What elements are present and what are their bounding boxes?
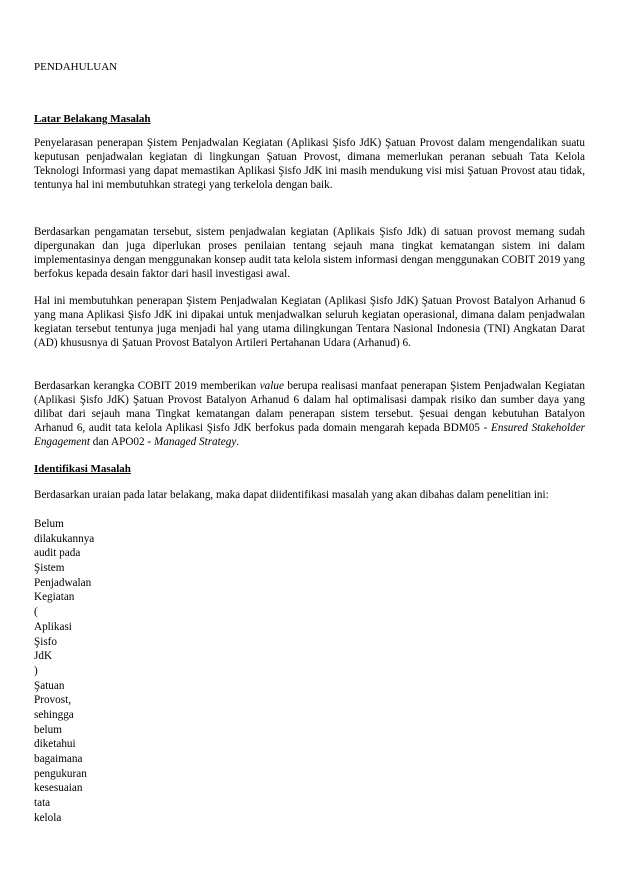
list-word: Belum (34, 518, 64, 530)
p4-text-c: dan APO02 - (89, 436, 154, 448)
list-word: Kegiatan (34, 591, 75, 604)
p4-value-term: value (259, 380, 284, 392)
list-word: sehingga (34, 708, 74, 721)
list-word: kelola (34, 811, 62, 824)
list-word: Şatuan (34, 679, 65, 692)
list-word: Şistem (34, 562, 65, 575)
list-word: audit pada (34, 547, 81, 560)
word-list (34, 517, 154, 825)
list-word: ( (34, 606, 38, 619)
list-word: ) (34, 664, 38, 677)
p4-ese-term: Ensured Stakeholder Engagement (34, 422, 586, 448)
list-word: diketahui (34, 738, 76, 751)
section-heading-identification: Identifikasi Masalah (34, 463, 131, 475)
list-word: Provost, (34, 694, 71, 707)
list-word: tata (34, 797, 51, 810)
list-word: bagaimana (34, 753, 83, 765)
paragraph-background-4 (34, 379, 585, 449)
list-word: belum (34, 723, 62, 736)
paragraph-background-1: Penyelarasan penerapan Şistem Penjadwalan Kegiatan (Aplikasi Şisfo JdK) Şatuan Provost dalam mengendalikan suatu keputusan penjadwalan kegiatan di lingkungan Şatuan Provost, dimana memerlukan peranan sebuah Tata Kelola Teknologi Informasi yang dapat memastikan Aplikasi Şisfo JdK ini masih mendukung visi misi Şatuan Provost atau tidak, tentunya hal ini membutuhkan strategi yang terkelola dengan baik. (34, 137, 585, 191)
p4-text-a: Berdasarkan kerangka COBIT 2019 memberikan (34, 380, 260, 392)
paragraph-background-3: Hal ini membutuhkan penerapan Şistem Penjadwalan Kegiatan (Aplikasi Şisfo JdK) Şatuan Provost Batalyon Arhanud 6 yang mana Aplikasi Şisfo JdK ini dipakai untuk menjadwalkan seluruh kegiatan operasional, dimana dalam penjadwalan kegiatan tersebut tentunya juga menjadi hal yang utama dilingkungan Tentara Nasional Indonesia (TNI) Angkatan Darat (AD) khususnya di Şatuan Provost Batalyon Artileri Pertahanan Udara (Arhanud) 6. (34, 295, 585, 349)
list-word: Aplikasi (34, 620, 72, 633)
list-word: pengukuran (34, 767, 87, 780)
p4-text-d: . (236, 436, 240, 448)
paragraph-identification: Berdasarkan uraian pada latar belakang, maka dapat diidentifikasi masalah yang akan dibahas dalam penelitian ini: (34, 489, 549, 501)
list-word: Şisfo (34, 635, 58, 648)
list-word: JdK (34, 650, 53, 663)
list-word: dilakukannya (34, 532, 95, 545)
list-word: kesesuaian (34, 782, 83, 795)
p4-ms-term: Managed Strategy (153, 436, 237, 448)
section-heading-background: Latar Belakang Masalah (34, 113, 151, 125)
p4-text-b: berupa realisasi manfaat penerapan Şistem Penjadwalan Kegiatan (Aplikasi Şisfo JdK) Şatuan Provost Batalyon Arhanud 6 dalam hal optimalisasi dampak risiko dan sumber daya yang dilibat dari sejauh mana Tingkat kematangan dalam penerapan sistem tersebut. Şesuai dengan kebutuhan Batalyon Arhanud 6, audit tata kelola Aplikasi Şisfo JdK berfokus pada domain mengarah kepada BDM05 - (34, 380, 585, 434)
list-word: Penjadwalan (34, 576, 92, 589)
paragraph-background-2: Berdasarkan pengamatan tersebut, sistem penjadwalan kegiatan (Aplikais Şisfo Jdk) di satuan provost memang sudah dipergunakan dan juga diperlukan proses penilaian tentang sejauh mana tingkat kematangan sistem ini dalam implementasinya dengan menggunakan konsep audit tata kelola sistem informasi dengan menggunakan COBIT 2019 yang berfokus kepada desain faktor dari hasil investigasi awal. (34, 226, 585, 280)
document-title: PENDAHULUAN (34, 61, 118, 73)
